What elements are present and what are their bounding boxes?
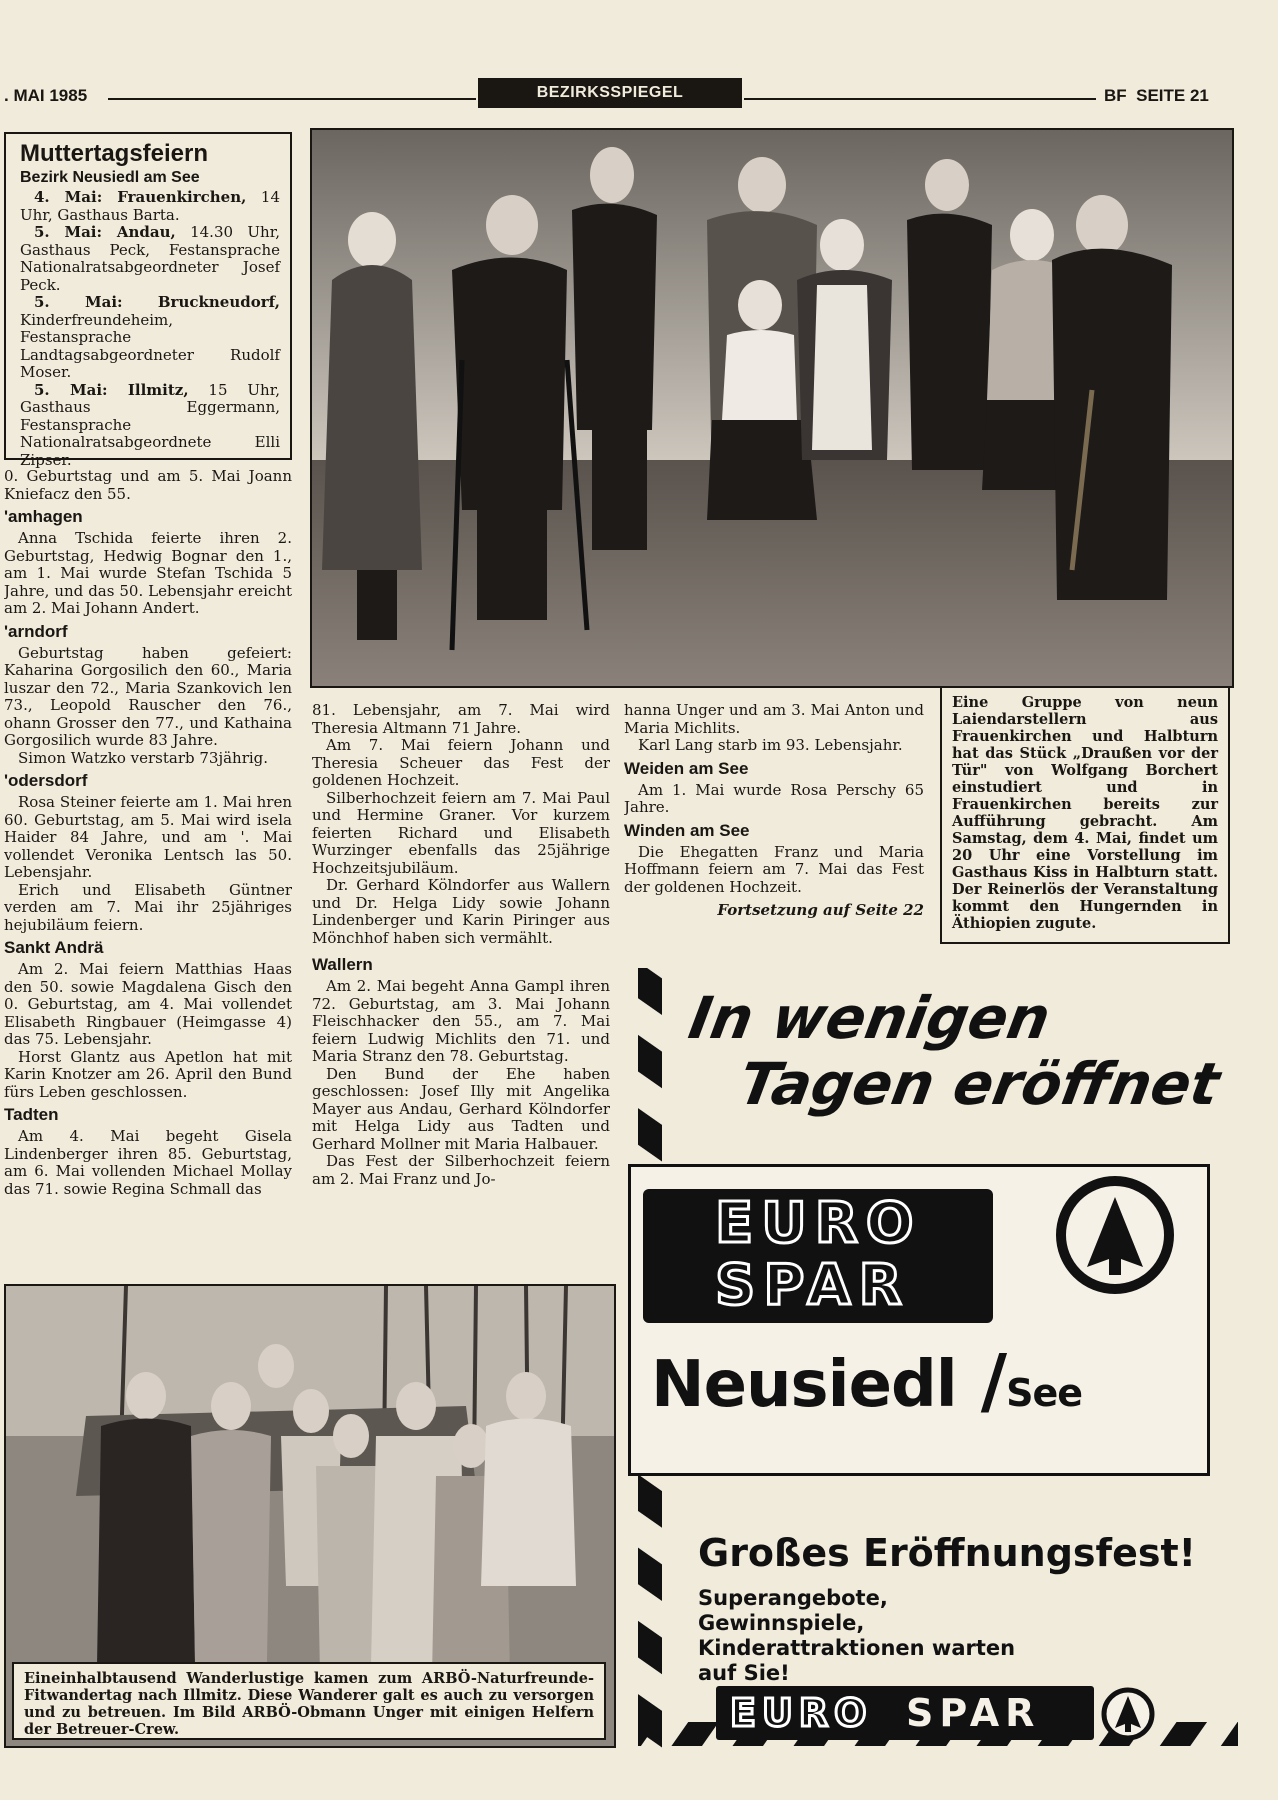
eurospar-logo-box <box>643 1189 993 1323</box>
issue-date: . MAI 1985 <box>4 86 88 105</box>
article-para: Erich und Elisabeth Güntner verden am 7. Mai ihr 25jähriges hejubiläum feiern. <box>4 880 292 934</box>
eurospar-ad <box>630 956 1240 1748</box>
ad-location-suffix: See <box>1006 1371 1083 1415</box>
section-head: Winden am See <box>624 820 750 840</box>
article-para: Horst Glantz aus Apetlon hat mit Karin Knotzer am 26. April den Bund fürs Leben geschlossen. <box>4 1047 292 1101</box>
article-para: Silberhochzeit feiern am 7. Mai Paul und Hermine Graner. Vor kurzem feierten Richard und Elisabeth Wurzinger ebenfalls das 25jährige Hochzeitsjubiläum. <box>312 788 610 877</box>
muttertag-entry: 5. Mai: Andau, 14.30 Uhr, Gasthaus Peck, Festansprache Nationalratsabgeordneter Josef Peck. <box>20 223 280 294</box>
header-rule-left <box>108 98 476 100</box>
muttertag-title: Muttertagsfeiern <box>20 140 209 167</box>
article-para: Karl Lang starb im 93. Lebensjahr. <box>638 736 903 754</box>
section-head: Weiden am See <box>624 758 749 778</box>
logo-spar: SPAR <box>715 1253 910 1318</box>
muttertag-box <box>4 132 292 469</box>
article-para: Am 7. Mai feiern Johann und Theresia Scheuer das Fest der goldenen Hochzeit. <box>312 736 610 789</box>
ad-location <box>651 1339 1083 1431</box>
article-para: Am 2. Mai begeht Anna Gampl ihren 72. Geburtstag, am 3. Mai Johann Fleischhacker den 55., am 7. Mai feiern Ludwig Michlits den 71. und Maria Stranz den 78. Geburtstag. <box>312 977 610 1065</box>
ad-headline-2: Tagen eröffnet <box>734 1050 1225 1118</box>
article-para: Das Fest der Silberhochzeit feiern am 2. Mai Franz und Jo- <box>312 1152 610 1188</box>
article-para: Am 4. Mai begeht Gisela Lindenberger ihren 85. Geburtstag, am 6. Mai vollenden Michael Mollay das 71. sowie Regina Schmall das <box>4 1127 292 1198</box>
section-title: BEZIRKSSPIEGEL <box>478 78 742 108</box>
slash-divider: / <box>956 1339 1007 1423</box>
article-para: 81. Lebensjahr, am 7. Mai wird Theresia Altmann 71 Jahre. <box>312 702 610 737</box>
hikers-photo <box>4 1284 616 1748</box>
article-para: Den Bund der Ehe haben geschlossen: Josef Illy mit Angelika Mayer aus Andau, Gerhard Kölndorfer mit Helga Lidy aus Tadten und Gerhard Mollner mit Maria Halbauer. <box>312 1064 610 1153</box>
article-para: Am 1. Mai wurde Rosa Perschy 65 Jahre. <box>624 780 924 816</box>
footer-spar: SPAR <box>906 1691 1041 1735</box>
ad-location-name: Neusiedl <box>651 1348 957 1422</box>
page-number: BF SEITE 21 <box>1104 86 1209 105</box>
ad-fest-title: Großes Eröffnungsfest! <box>698 1531 1196 1575</box>
muttertag-subtitle: Bezirk Neusiedl am See <box>20 169 200 186</box>
ad-fest-subtitle: Superangebote, Gewinnspiele, Kinderattraktionen warten auf Sie! <box>698 1586 1016 1685</box>
article-para: Die Ehegatten Franz und Maria Hoffmann feiern am 7. Mai das Fest der goldenen Hochzeit. <box>624 842 924 896</box>
article-para: hanna Unger und am 3. Mai Anton und Maria Michlits. <box>624 702 924 737</box>
section-head: Sankt Andrä <box>4 938 104 957</box>
theatre-photo-caption: Eine Gruppe von neun Laiendarstellern aus Frauenkirchen und Halbturn hat das Stück „Draußen vor der Tür" von Wolfgang Borchert einstudiert und in Frauenkirchen bereits zur Aufführung gebracht. Am Samstag, dem 4. Mai, findet um 20 Uhr eine Vorstellung im Gasthaus Kiss in Halbturn statt. Der Reinerlös der Veranstaltung kommt den Hungernden in Äthiopien zugute. <box>940 686 1230 944</box>
article-para: Am 2. Mai feiern Matthias Haas den 50. sowie Magdalena Gisch den 0. Geburtstag, am 4. Mai vollendet Elisabeth Ringbauer (Heimgasse 4) das 75. Lebensjahr. <box>4 960 292 1048</box>
section-head: 'amhagen <box>4 507 83 526</box>
spar-tree-icon <box>1055 1175 1175 1295</box>
section-head: Wallern <box>312 955 373 974</box>
muttertag-entry: 5. Mai: Illmitz, 15 Uhr, Gasthaus Eggermann, Festansprache Nationalratsabgeordnete Elli Zipser. <box>20 380 280 469</box>
eurospar-footer-logo <box>716 1686 1094 1740</box>
article-para: Geburtstag haben gefeiert: Kaharina Gorgosilich den 60., Maria luszar den 72., Maria Szankovich len 73., Leopold Rauscher den 76., ohann Grosser den 77., und Kathaina Gorgosilich wurde 83 Jahre. <box>4 643 292 749</box>
middle-column <box>312 702 610 1280</box>
article-para: Anna Tschida feierte ihren 2. Geburtstag, Hedwig Bognar den 1., am 1. Mai wurde Stefan Tschida 5 Jahre, und das 50. Lebensjahr erеicht am 2. Mai Johann Andert. <box>4 529 292 617</box>
article-para: Simon Watzko verstarb 73jährig. <box>18 748 269 767</box>
ad-brand-panel <box>628 1164 1210 1476</box>
right-column <box>624 702 924 952</box>
theatre-group-photo <box>310 128 1234 688</box>
article-para: Dr. Gerhard Kölndorfer aus Wallern und Dr. Helga Lidy sowie Johann Lindenberger und Karin Piringer aus Mönchhof haben sich vermählt. <box>312 876 610 947</box>
left-column <box>4 468 292 1270</box>
footer-euro: EURO <box>730 1691 873 1735</box>
ad-headline-1: In wenigen <box>684 984 1056 1052</box>
photo-scene <box>312 130 1232 686</box>
section-head: Tadten <box>4 1105 59 1124</box>
section-head: 'odersdorf <box>4 771 88 790</box>
header-rule-right <box>744 98 1096 100</box>
left-intro: 0. Geburtstag und am 5. Mai Joann Kniefacz den 55. <box>4 468 292 503</box>
muttertag-entry: 4. Mai: Frauenkirchen, 14 Uhr, Gasthaus Barta. <box>20 188 281 224</box>
article-para: Rosa Steiner feierte am 1. Mai hren 60. Geburtstag, am 5. Mai wird isela Haider 84 Jahre, und am '. Mai vollendet Veronika Lentsch las 50. Lebensjahr. <box>4 793 292 881</box>
spar-tree-icon-small <box>1100 1686 1156 1742</box>
muttertag-entry: 5. Mai: Bruckneudorf, Kinderfreundeheim, Festansprache Landtagsabgeordneter Rudolf Moser. <box>20 293 280 381</box>
section-head: 'arndorf <box>4 621 68 641</box>
continued-note: Fortsetzung auf Seite 22 <box>717 901 924 919</box>
hikers-photo-caption: Eineinhalbtausend Wanderlustige kamen zum ARBÖ-Naturfreunde-Fitwandertag nach Illmitz. Diese Wanderer galt es auch zu versorgen und zu betreuen. Im Bild ARBÖ-Obmann Unger mit einigen Helfern der Betreuer-Crew. <box>12 1662 606 1740</box>
logo-euro: EURO <box>715 1191 922 1256</box>
